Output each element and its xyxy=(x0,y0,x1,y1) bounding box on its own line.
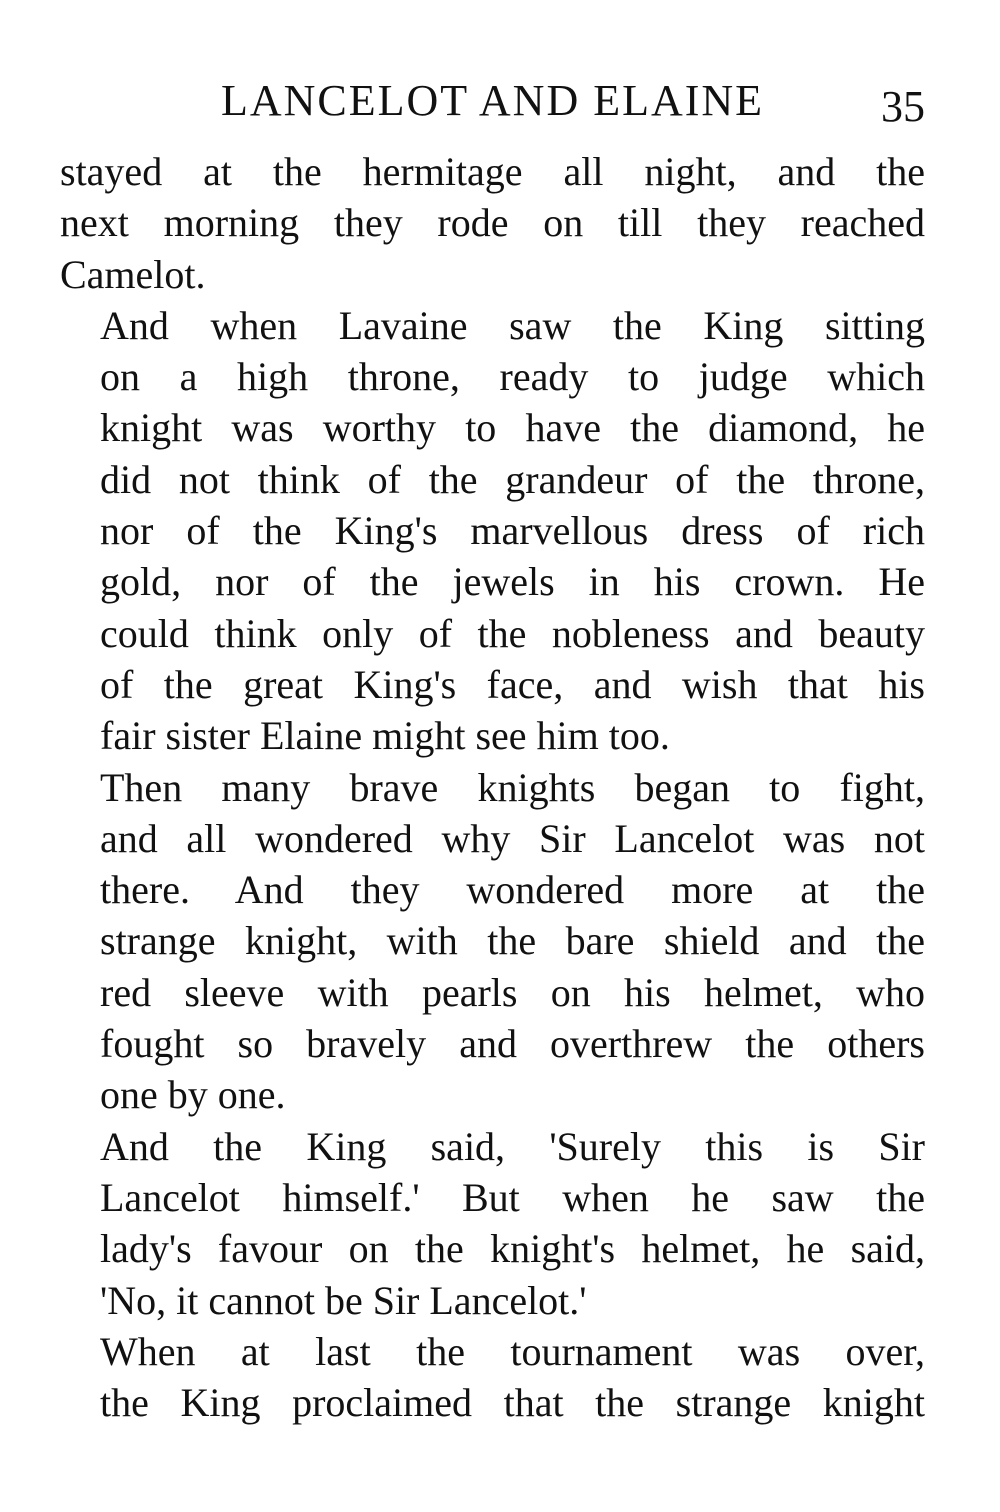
paragraph-4 xyxy=(60,1121,925,1326)
text-line: of the great King's face, and wish that his xyxy=(100,661,925,707)
text-line: lady's favour on the knight's helmet, he said, xyxy=(100,1226,925,1272)
text-line: strange knight, with the bare shield and the xyxy=(100,918,925,964)
paragraph-5 xyxy=(60,1326,925,1429)
text-line: could think only of the nobleness and beauty xyxy=(100,610,925,656)
text-line: on a high throne, ready to judge which xyxy=(100,354,925,400)
text-line: knight was worthy to have the diamond, he xyxy=(100,405,925,451)
text-line: nor of the King's marvellous dress of rich xyxy=(100,508,925,554)
text-line: Lancelot himself.' But when he saw the xyxy=(100,1174,925,1220)
paragraph-1 xyxy=(60,146,925,300)
text-line: 'No, it cannot be Sir Lancelot.' xyxy=(100,1277,587,1323)
text-line: red sleeve with pearls on his helmet, who xyxy=(100,969,925,1015)
text-line: fair sister Elaine might see him too. xyxy=(100,713,670,759)
text-line: next morning they rode on till they reached xyxy=(60,200,925,246)
text-line: Camelot. xyxy=(60,251,206,297)
paragraph-2 xyxy=(60,300,925,762)
text-line: gold, nor of the jewels in his crown. He xyxy=(100,559,925,605)
text-line: When at last the tournament was over, xyxy=(100,1328,925,1374)
text-line: stayed at the hermitage all night, and the xyxy=(60,149,925,194)
paragraph-3 xyxy=(60,762,925,1121)
running-head xyxy=(60,73,925,143)
running-title: LANCELOT AND ELAINE xyxy=(220,76,765,125)
text-line: Then many brave knights began to fight, xyxy=(100,764,925,810)
text-line: did not think of the grandeur of the throne, xyxy=(100,456,925,502)
text-line: one by one. xyxy=(100,1072,286,1118)
page-number: 35 xyxy=(881,82,925,131)
text-line: there. And they wondered more at the xyxy=(100,867,925,913)
text-line: the King proclaimed that the strange knight xyxy=(100,1380,925,1426)
text-line: fought so bravely and overthrew the others xyxy=(100,1021,925,1067)
text-line: and all wondered why Sir Lancelot was not xyxy=(100,815,925,861)
text-line: And the King said, 'Surely this is Sir xyxy=(100,1123,925,1169)
body-text xyxy=(60,146,925,1428)
text-line: And when Lavaine saw the King sitting xyxy=(100,302,925,348)
